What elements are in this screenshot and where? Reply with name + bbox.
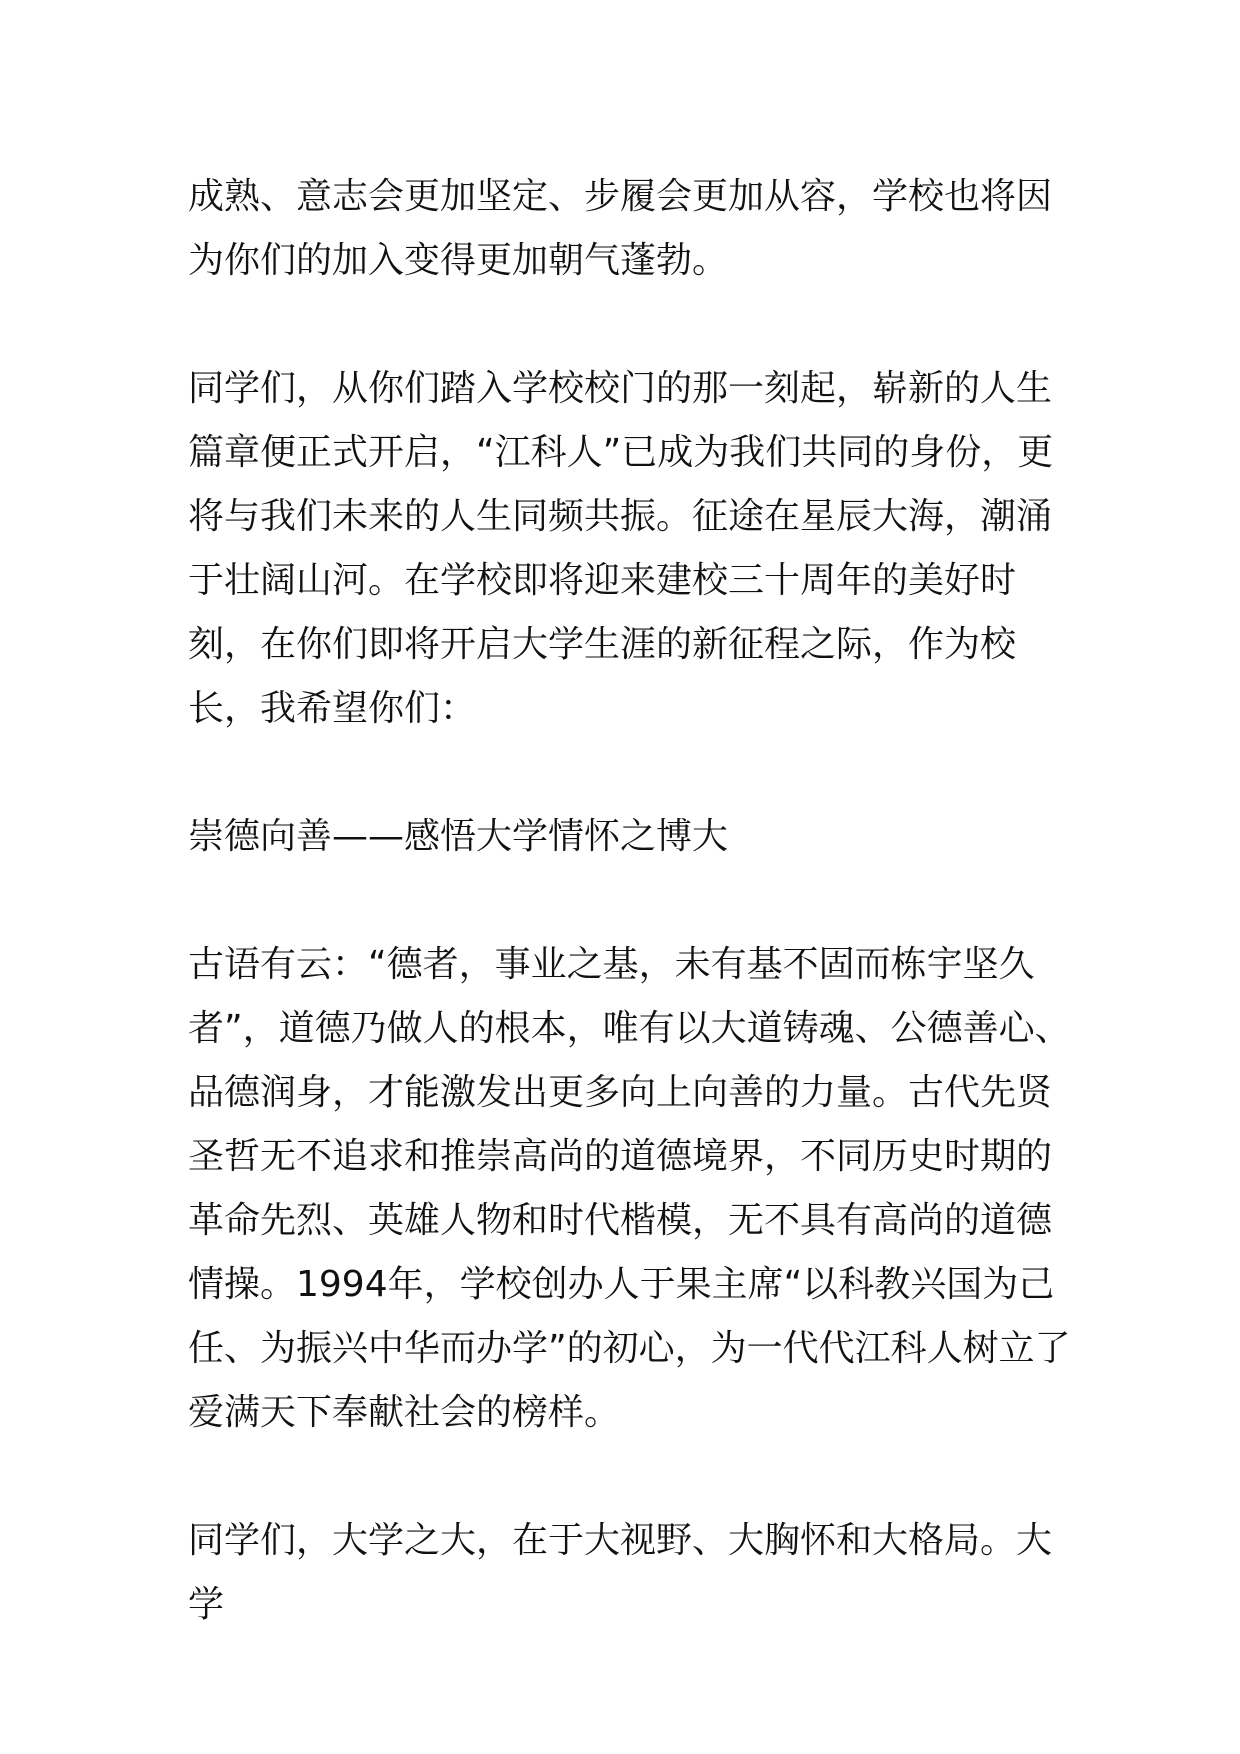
paragraph-1: 成熟、意志会更加坚定、步履会更加从容，学校也将因为你们的加入变得更加朝气蓬勃。 [188,176,1053,281]
paragraph-3: 古语有云：“德者，事业之基，未有基不固而栋宇坚久者”，道德乃做人的根本，唯有以大道铸魂、公德善心、品德润身，才能激发出更多向上向善的力量。古代先贤圣哲无不追求和推崇高尚的道德境界，不同历史时期的革命先烈、英雄人物和时代楷模，无不具有高尚的道德情操。1994年，学校创办人于果主席“以科教兴国为己任、为振兴中华而办学”的初心，为一代代江科人树立了爱满天下奉献社会的榜样。 [188,944,1071,1433]
section-heading: 崇德向善——感悟大学情怀之博大 [188,816,729,857]
document-body [188,165,1078,1701]
paragraph-4: 同学们，大学之大，在于大视野、大胸怀和大格局。大学 [188,1520,1053,1625]
paragraph-2: 同学们，从你们踏入学校校门的那一刻起，崭新的人生篇章便正式开启，“江科人”已成为我们共同的身份，更将与我们未来的人生同频共振。征途在星辰大海，潮涌于壮阔山河。在学校即将迎来建校三十周年的美好时刻，在你们即将开启大学生涯的新征程之际，作为校长，我希望你们： [188,368,1054,729]
